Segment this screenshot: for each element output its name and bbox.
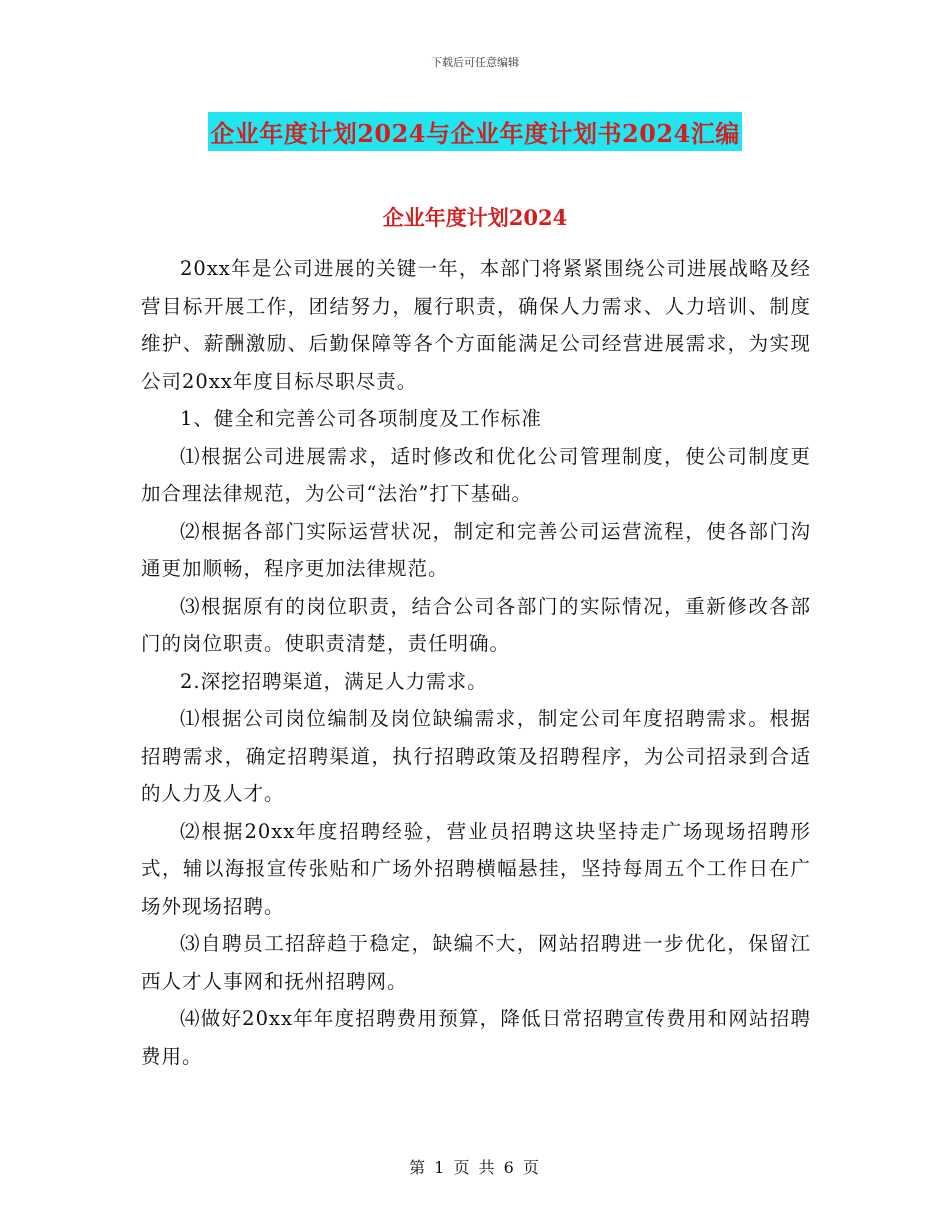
paragraph: ⑵根据20xx年度招聘经验，营业员招聘这块坚持走广场现场招聘形式，辅以海报宣传张贴和广场外招聘横幅悬挂，坚持每周五个工作日在广场外现场招聘。: [141, 819, 811, 918]
page-footer: 第 1 页 共 6 页: [409, 1158, 541, 1177]
header-note: 下载后可任意编辑: [431, 56, 519, 69]
paragraph: 2.深挖招聘渠道，满足人力需求。: [180, 669, 488, 693]
main-title: 企业年度计划2024与企业年度计划书2024汇编: [208, 112, 742, 151]
paragraph: ⑴根据公司进展需求，适时修改和优化公司管理制度，使公司制度更加合理法律规范，为公司“法治”打下基础。: [141, 444, 811, 505]
main-title-wrap: [0, 112, 950, 151]
section-title: 企业年度计划2024: [382, 205, 568, 230]
paragraph: ⑴根据公司岗位编制及岗位缺编需求，制定公司年度招聘需求。根据招聘需求，确定招聘渠道，执行招聘政策及招聘程序，为公司招录到合适的人力及人才。: [141, 707, 811, 805]
paragraph: ⑶根据原有的岗位职责，结合公司各部门的实际情况，重新修改各部门的岗位职责。使职责清楚，责任明确。: [141, 594, 811, 655]
paragraph: ⑷做好20xx年年度招聘费用预算，降低日常招聘宣传费用和网站招聘费用。: [141, 1007, 811, 1068]
paragraph: 1、健全和完善公司各项制度及工作标准: [180, 407, 542, 430]
paragraph: 20xx年是公司进展的关键一年，本部门将紧紧围绕公司进展战略及经营目标开展工作，团结努力，履行职责，确保人力需求、人力培训、制度维护、薪酬激励、后勤保障等各个方面能满足公司经营进展需求，为实现公司20xx年度目标尽职尽责。: [141, 257, 811, 393]
paragraph: ⑵根据各部门实际运营状况，制定和完善公司运营流程，使各部门沟通更加顺畅，程序更加法律规范。: [141, 519, 811, 580]
body-text: [141, 250, 811, 1075]
paragraph: ⑶自聘员工招辞趋于稳定，缺编不大，网站招聘进一步优化，保留江西人才人事网和抚州招聘网。: [141, 932, 811, 993]
